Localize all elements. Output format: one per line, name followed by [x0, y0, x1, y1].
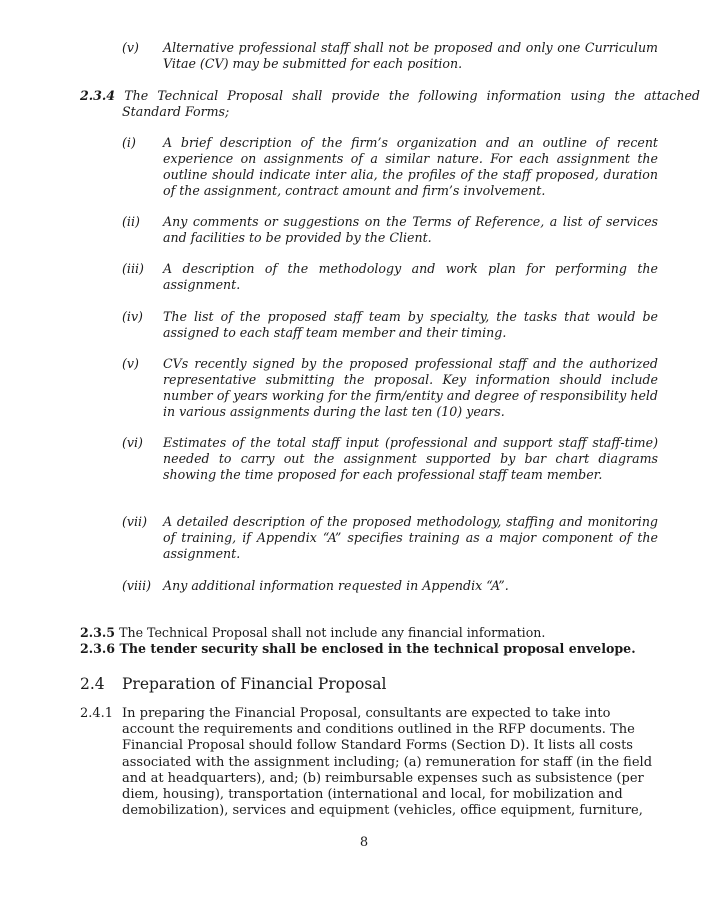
item-text: A detailed description of the proposed methodology, staffing and monitoring of training, if Appendix “A” specifies training as a major component of the assignment.	[163, 514, 658, 561]
clause-body: The Technical Proposal shall not include any financial information.	[119, 625, 546, 640]
item-number: (viii)	[122, 578, 152, 593]
item-text: The list of the proposed staff team by specialty, the tasks that would be assigned to each staff team member and their timing.	[163, 309, 658, 340]
item-number: (vii)	[122, 514, 147, 529]
paragraph-text: In preparing the Financial Proposal, consultants are expected to take into account the requirements and conditions outlined in the RFP documents. The Financial Proposal should follow Standard Forms (Section D). It lists all costs associated with the assignment including; (a) remuneration for staff (in the field and at headquarters), and; (b) reimbursable expenses such as subsistence (per diem, housing), transportation (international and local, for mobilization and demobilization), services and equipment (vehicles, office equipment, furniture,	[122, 706, 653, 819]
item-text: Any additional information requested in Appendix “A”.	[163, 578, 509, 593]
clause-body: The tender security shall be enclosed in the technical proposal envelope.	[119, 641, 636, 656]
item-text: A brief description of the firm’s organization and an outline of recent experience on assignments of a similar nature. For each assignment the outline should indicate inter alia, the profiles of the staff proposed, duration of the assignment, contract amount and firm’s involvement.	[163, 135, 658, 198]
clause-2-3-5	[80, 625, 680, 641]
item-text: A description of the methodology and work plan for performing the assignment.	[163, 261, 658, 292]
item-number: (ii)	[122, 214, 140, 229]
item-number: (iii)	[122, 261, 144, 276]
item-number: (vi)	[122, 435, 143, 450]
page-number: 8	[359, 835, 369, 850]
section-number: 2.4	[80, 675, 105, 693]
paragraph-number: 2.4.1	[80, 706, 114, 721]
clause-number: 2.3.6	[80, 641, 116, 656]
item-number: (i)	[122, 135, 136, 150]
section-title: Preparation of Financial Proposal	[122, 675, 387, 693]
clause-text	[80, 88, 700, 120]
clause-2-3-6	[80, 641, 680, 657]
clause-body: The Technical Proposal shall provide the following information using the attached Standard Forms;	[122, 88, 700, 119]
item-number: (iv)	[122, 309, 143, 324]
item-text: Alternative professional staff shall not be proposed and only one Curriculum Vitae (CV) may be submitted for each position.	[163, 40, 658, 71]
clause-number: 2.3.5	[80, 625, 116, 640]
item-text: CVs recently signed by the proposed professional staff and the authorized representative submitting the proposal. Key information should include number of years working for the firm/entity and degree of responsibility held in various assignments during the last ten (10) years.	[163, 356, 658, 419]
item-text: Estimates of the total staff input (professional and support staff staff-time) needed to carry out the assignment supported by bar chart diagrams showing the time proposed for each professional staff team member.	[163, 435, 658, 482]
item-text: Any comments or suggestions on the Terms of Reference, a list of services and facilities to be provided by the Client.	[163, 214, 658, 245]
clause-number: 2.3.4	[80, 88, 116, 103]
section-heading	[80, 674, 387, 694]
item-number: (v)	[122, 356, 139, 371]
item-number: (v)	[122, 40, 139, 55]
